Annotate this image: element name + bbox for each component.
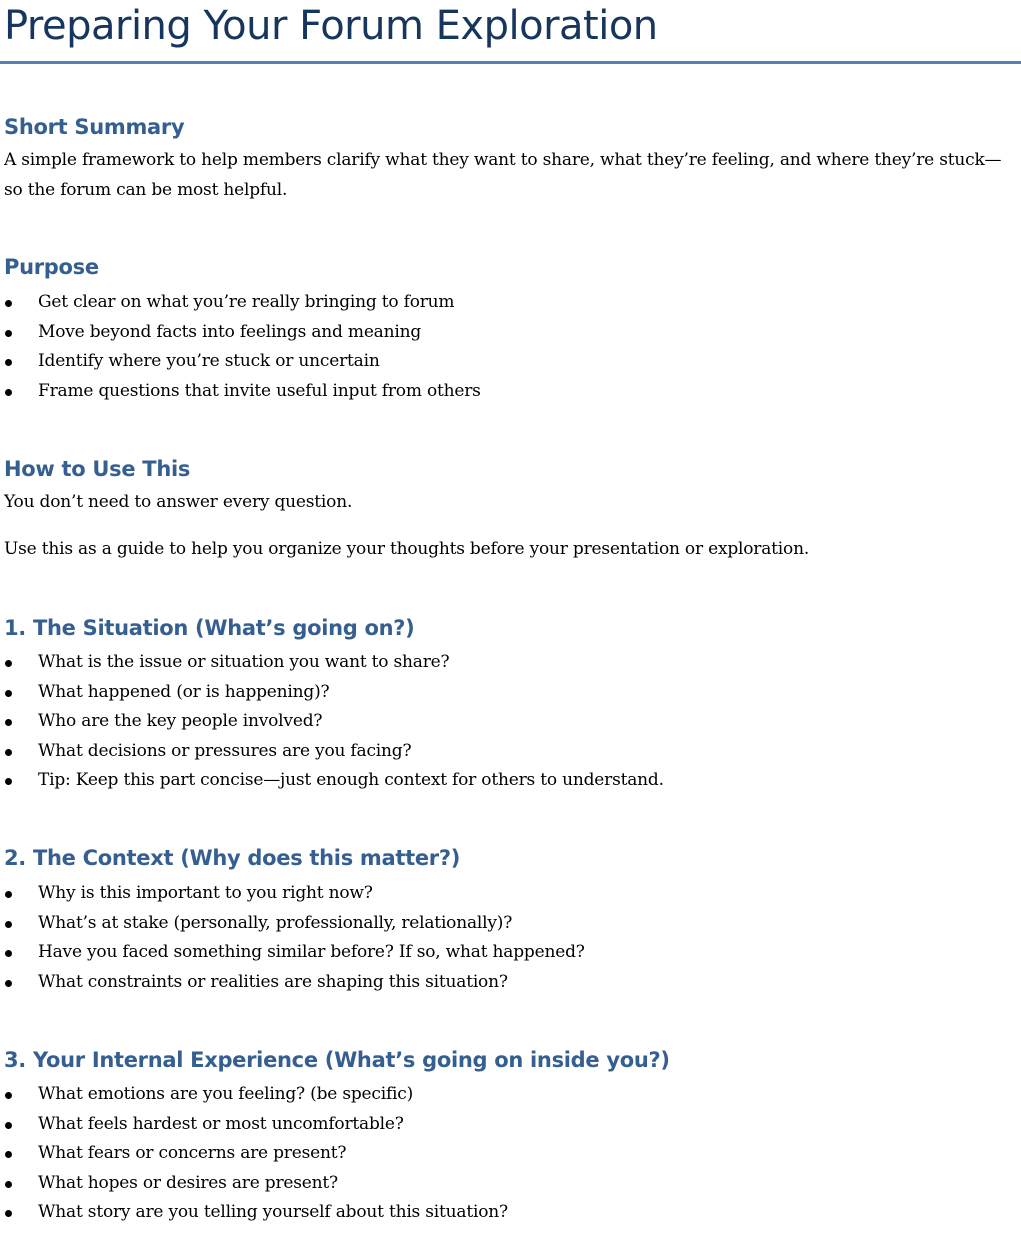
list-item: What emotions are you feeling? (be specific) [0,1080,508,1110]
list-item: Move beyond facts into feelings and meaning [0,318,481,348]
bullet-icon [5,1181,12,1188]
how-to-use-paragraph-1: You don’t need to answer every question. [4,492,353,512]
bullet-icon [5,1122,12,1129]
heading-short-summary: Short Summary [4,115,185,139]
bullet-icon [5,690,12,697]
bullet-icon [5,749,12,756]
heading-purpose: Purpose [4,255,99,279]
bullet-icon [5,980,12,987]
list-item: Frame questions that invite useful input from others [0,377,481,407]
bullet-icon [5,300,12,307]
list-item: What fears or concerns are present? [0,1139,508,1169]
bullet-icon [5,330,12,337]
list-item: Have you faced something similar before? If so, what happened? [0,938,585,968]
heading-internal-experience: 3. Your Internal Experience (What’s going on inside you?) [4,1048,670,1072]
bullet-icon [5,778,12,785]
list-item: What’s at stake (personally, professionally, relationally)? [0,909,585,939]
purpose-list [0,288,481,406]
bullet-icon [5,389,12,396]
bullet-icon [5,359,12,366]
list-item: What hopes or desires are present? [0,1169,508,1199]
document-title: Preparing Your Forum Exploration [4,3,658,49]
list-item: Get clear on what you’re really bringing to forum [0,288,481,318]
bullet-icon [5,1151,12,1158]
situation-list [0,648,664,796]
list-item: Who are the key people involved? [0,707,664,737]
how-to-use-paragraph-2: Use this as a guide to help you organize your thoughts before your presentation or exploration. [4,539,810,559]
list-item: Tip: Keep this part concise—just enough context for others to understand. [0,766,664,796]
bullet-icon [5,950,12,957]
bullet-icon [5,921,12,928]
bullet-icon [5,1210,12,1217]
list-item: Why is this important to you right now? [0,879,585,909]
heading-context: 2. The Context (Why does this matter?) [4,846,461,870]
internal-experience-list [0,1080,508,1228]
bullet-icon [5,660,12,667]
heading-situation: 1. The Situation (What’s going on?) [4,616,415,640]
bullet-icon [5,891,12,898]
bullet-icon [5,1092,12,1099]
summary-paragraph: A simple framework to help members clarify what they want to share, what they’re feeling, and where they’re stuck—so the forum can be most helpful. [4,150,1002,200]
list-item: What decisions or pressures are you facing? [0,737,664,767]
list-item: What is the issue or situation you want to share? [0,648,664,678]
list-item: What story are you telling yourself about this situation? [0,1198,508,1228]
bullet-icon [5,719,12,726]
list-item: What constraints or realities are shaping this situation? [0,968,585,998]
heading-how-to-use: How to Use This [4,457,191,481]
list-item: What happened (or is happening)? [0,678,664,708]
list-item: What feels hardest or most uncomfortable? [0,1110,508,1140]
context-list [0,879,585,997]
list-item: Identify where you’re stuck or uncertain [0,347,481,377]
title-underline-divider [0,61,1021,64]
